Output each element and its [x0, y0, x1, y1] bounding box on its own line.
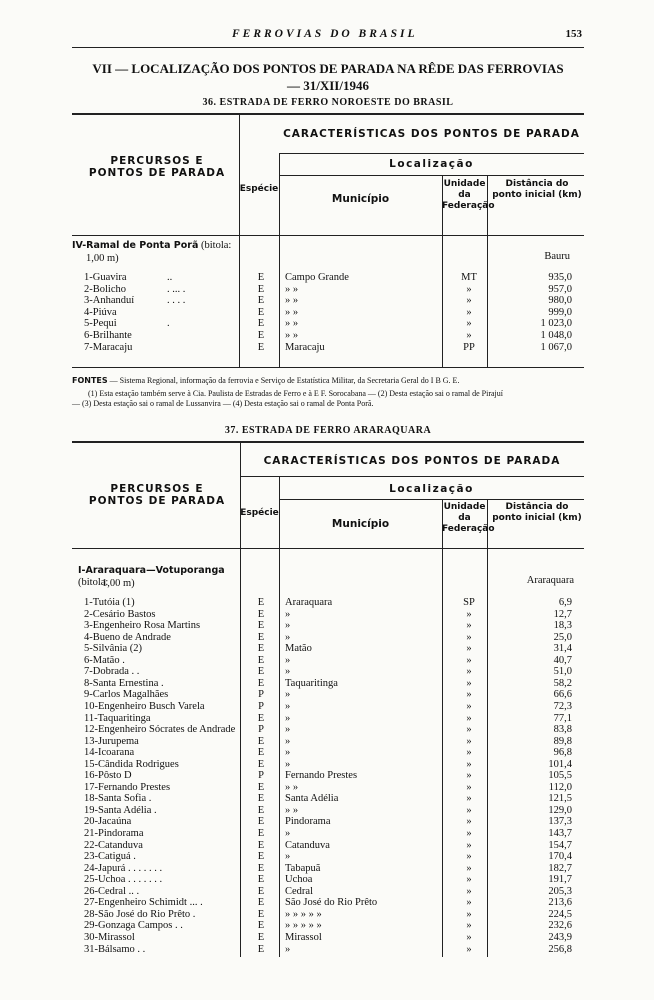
municipality: Uchoa	[285, 874, 313, 886]
station-name: 8-Santa Ernestina .	[84, 677, 164, 689]
state-unit: »	[466, 747, 472, 759]
municipality: »	[285, 851, 291, 863]
distance-km: 957,0	[548, 283, 572, 295]
rule	[279, 175, 584, 176]
station-type: E	[257, 931, 265, 943]
municipality: » »	[285, 306, 299, 318]
municipality: » »	[285, 295, 299, 307]
table-row	[72, 620, 584, 632]
state-unit: »	[466, 862, 472, 874]
station-type: E	[257, 330, 265, 341]
station-name: 3-Anhanduí	[84, 295, 135, 307]
station-name: 3-Engenheiro Rosa Martins	[84, 620, 201, 632]
rule	[72, 113, 584, 115]
table-row	[72, 342, 584, 354]
leader-dots: . . . .	[167, 295, 186, 307]
station-type: E	[257, 897, 265, 909]
station-type: P	[258, 724, 264, 736]
station-type: E	[257, 943, 265, 955]
station-type: E	[257, 862, 265, 874]
state-unit: »	[466, 654, 472, 666]
running-title: FERROVIAS DO BRASIL	[232, 28, 418, 40]
page-number: 153	[565, 28, 582, 40]
table-row	[72, 863, 584, 875]
chapter-title-line2: — 31/XII/1946	[287, 78, 369, 93]
distance-km: 77,1	[553, 712, 572, 724]
state-unit: PP	[463, 341, 475, 353]
state-unit: »	[466, 643, 472, 655]
station-type: E	[257, 793, 265, 805]
distance-km: 31,4	[553, 643, 572, 655]
municipality: »	[285, 943, 291, 955]
municipality: Maracaju	[285, 341, 325, 353]
station-type: E	[257, 735, 265, 747]
municipality: »	[285, 724, 291, 736]
distance-km: 182,7	[548, 862, 572, 874]
station-name: 15-Cândida Rodrigues	[84, 758, 179, 770]
station-name: 4-Piúva	[84, 306, 117, 318]
station-name: 7-Maracaju	[84, 341, 133, 353]
table-row	[72, 747, 584, 759]
col-uf-header: Unidade da Federação	[442, 179, 495, 211]
col-dist-header: Distância do ponto inicial (km)	[492, 179, 582, 200]
distance-km: 1 023,0	[540, 318, 572, 330]
station-type: E	[257, 283, 265, 295]
station-name: 14-Icoarana	[84, 747, 135, 759]
distance-km: 154,7	[548, 839, 572, 851]
station-type: E	[257, 597, 265, 608]
table-row	[72, 944, 584, 956]
footnote-line1: (1) Esta estação também serve à Cia. Paulista de Estradas de Ferro e à E F. Sorocabana — (2) Desta estação sai o ramal de Pirajuí	[88, 389, 503, 398]
municipality: Santa Adélia	[285, 793, 339, 805]
state-unit: »	[466, 700, 472, 712]
rule	[72, 548, 584, 549]
section-gauge: 1,00 m)	[102, 578, 135, 589]
station-type: E	[257, 272, 265, 283]
col-group-header: CARACTERÍSTICAS DOS PONTOS DE PARADA	[283, 128, 580, 140]
rule	[72, 235, 584, 236]
distance-km: 72,3	[553, 700, 572, 712]
state-unit: »	[466, 816, 472, 828]
station-type: E	[257, 341, 265, 353]
distance-km: 51,0	[553, 666, 572, 678]
station-type: E	[257, 781, 265, 793]
state-unit: SP	[463, 597, 475, 608]
state-unit: »	[466, 885, 472, 897]
municipality: Cedral	[285, 885, 313, 897]
station-name: 29-Gonzaga Campos . .	[84, 920, 183, 932]
distance-km: 224,5	[548, 908, 572, 920]
distance-km: 83,8	[553, 724, 572, 736]
distance-km: 1 048,0	[540, 330, 572, 341]
col-percursos-header: PERCURSOS E PONTOS DE PARADA	[88, 483, 226, 507]
station-name: 1-Tutóia (1)	[84, 597, 135, 608]
station-name: 23-Catiguá .	[84, 851, 136, 863]
distance-km: 191,7	[548, 874, 572, 886]
municipality: »	[285, 735, 291, 747]
station-name: 25-Uchoa . . . . . . .	[84, 874, 163, 886]
station-name: 19-Santa Adélia .	[84, 804, 157, 816]
station-type: E	[257, 643, 265, 655]
station-name: 11-Taquaritinga	[84, 712, 151, 724]
state-unit: »	[466, 804, 472, 816]
table-row	[72, 851, 584, 863]
leader-dots: .	[167, 318, 170, 330]
table-row	[72, 284, 584, 296]
table-row	[72, 609, 584, 621]
station-name: 5-Silvânia (2)	[84, 643, 143, 655]
municipality: » »	[285, 318, 299, 330]
municipality: »	[285, 654, 291, 666]
distance-km: 243,9	[548, 931, 572, 943]
state-unit: »	[466, 793, 472, 805]
station-type: P	[258, 689, 264, 701]
station-name: 17-Fernando Prestes	[84, 781, 171, 793]
sources-note	[72, 376, 584, 409]
state-unit: »	[466, 631, 472, 643]
municipality: Fernando Prestes	[285, 770, 358, 782]
col-especie-header: Espécie	[239, 184, 279, 194]
chapter-title	[72, 60, 584, 94]
start-point: Bauru	[544, 251, 570, 262]
table-row	[72, 932, 584, 944]
section-label-rest: (bitola:	[201, 240, 232, 251]
municipality: » »	[285, 781, 299, 793]
distance-km: 105,5	[548, 770, 572, 782]
distance-km: 25,0	[553, 631, 572, 643]
distance-km: 40,7	[553, 654, 572, 666]
start-point: Araraquara	[526, 575, 574, 586]
running-header	[0, 28, 654, 44]
station-name: 6-Brilhante	[84, 330, 132, 341]
station-type: P	[258, 700, 264, 712]
distance-km: 101,4	[548, 758, 572, 770]
rule	[240, 476, 584, 477]
station-name: 30-Mirassol	[84, 931, 135, 943]
table-row	[72, 655, 584, 667]
table-row	[72, 666, 584, 678]
chapter-title-line1: VII — LOCALIZAÇÃO DOS PONTOS DE PARADA NA RÊDE DAS FERROVIAS	[92, 61, 564, 76]
municipality: » »	[285, 804, 299, 816]
station-type: E	[257, 654, 265, 666]
distance-km: 89,8	[553, 735, 572, 747]
municipality: » »	[285, 330, 299, 341]
table-row	[72, 816, 584, 828]
municipality: São José do Rio Prêto	[285, 897, 378, 909]
section-label-rest: (bitola:	[78, 577, 109, 588]
municipality: »	[285, 712, 291, 724]
station-name: 2-Bolicho	[84, 283, 126, 295]
station-name: 2-Cesário Bastos	[84, 608, 156, 620]
col-uf-header: Unidade da Federação	[442, 502, 495, 534]
municipality: Tabapuã	[285, 862, 321, 874]
station-type: P	[258, 770, 264, 782]
table36-caption: 36. ESTRADA DE FERRO NOROESTE DO BRASIL	[202, 97, 454, 108]
municipality: Pindorama	[285, 816, 331, 828]
table-row	[72, 897, 584, 909]
table-row	[72, 805, 584, 817]
distance-km: 66,6	[553, 689, 572, 701]
station-type: E	[257, 608, 265, 620]
table-row	[72, 632, 584, 644]
state-unit: »	[466, 735, 472, 747]
table36	[72, 113, 584, 368]
station-type: E	[257, 712, 265, 724]
table-row	[72, 886, 584, 898]
distance-km: 137,3	[548, 816, 572, 828]
state-unit: »	[466, 318, 472, 330]
table-row	[72, 909, 584, 921]
municipality: Taquaritinga	[285, 677, 338, 689]
section-label-bold: IV-Ramal de Ponta Porã	[72, 240, 199, 251]
col-localizacao-header: Localização	[389, 158, 474, 170]
station-name: 12-Engenheiro Sócrates de Andrade	[84, 724, 236, 736]
station-name: 18-Santa Sofia .	[84, 793, 152, 805]
table-row	[72, 701, 584, 713]
municipality: » » » » »	[285, 920, 322, 932]
distance-km: 129,0	[548, 804, 572, 816]
station-type: E	[257, 828, 265, 839]
col-dist-header: Distância do ponto inicial (km)	[492, 502, 582, 523]
state-unit: »	[466, 689, 472, 701]
table-row	[72, 759, 584, 771]
state-unit: »	[466, 874, 472, 886]
station-name: 22-Catanduva	[84, 839, 143, 851]
state-unit: »	[466, 851, 472, 863]
distance-km: 935,0	[548, 272, 572, 283]
state-unit: »	[466, 620, 472, 632]
col-percursos-header: PERCURSOS E PONTOS DE PARADA	[88, 155, 226, 179]
municipality: »	[285, 631, 291, 643]
col-municipio-header: Município	[331, 518, 390, 530]
station-name: 4-Bueno de Andrade	[84, 631, 171, 643]
table-row	[72, 724, 584, 736]
municipality: »	[285, 689, 291, 701]
state-unit: »	[466, 677, 472, 689]
station-name: 31-Bálsamo . .	[84, 943, 146, 955]
station-type: E	[257, 620, 265, 632]
station-type: E	[257, 851, 265, 863]
distance-km: 143,7	[548, 828, 572, 839]
state-unit: »	[466, 666, 472, 678]
sources-line	[72, 376, 584, 386]
station-name: 5-Pequi	[84, 318, 117, 330]
station-name: 9-Carlos Magalhães	[84, 689, 169, 701]
station-type: E	[257, 920, 265, 932]
col-municipio-header: Município	[331, 193, 390, 205]
state-unit: »	[466, 781, 472, 793]
col-group-header: CARACTERÍSTICAS DOS PONTOS DE PARADA	[263, 455, 561, 467]
state-unit: »	[466, 758, 472, 770]
section-gauge: 1,00 m)	[86, 253, 119, 264]
state-unit: »	[466, 943, 472, 955]
section-label-bold: I-Araraquara—Votuporanga	[78, 565, 225, 576]
station-type: E	[257, 666, 265, 678]
table-row	[72, 793, 584, 805]
rule	[72, 441, 584, 443]
station-name: 7-Dobrada . .	[84, 666, 140, 678]
state-unit: »	[466, 330, 472, 341]
station-name: 27-Engenheiro Schimidt ... .	[84, 897, 203, 909]
distance-km: 170,4	[548, 851, 572, 863]
station-name: 1-Guavira	[84, 272, 127, 283]
station-name: 26-Cedral .. .	[84, 885, 140, 897]
municipality: »	[285, 758, 291, 770]
rule	[279, 499, 584, 500]
table-row	[72, 920, 584, 932]
rule	[72, 367, 584, 368]
municipality: Araraquara	[285, 597, 333, 608]
state-unit: »	[466, 608, 472, 620]
table-row	[72, 782, 584, 794]
col-especie-header: Espécie	[240, 508, 279, 518]
section-label	[72, 240, 237, 252]
header-rule	[72, 47, 584, 48]
table-row	[72, 736, 584, 748]
leader-dots: . ... .	[167, 283, 186, 295]
station-name: 21-Pindorama	[84, 828, 144, 839]
state-unit: »	[466, 897, 472, 909]
table-row	[72, 597, 584, 609]
station-name: 16-Pôsto D	[84, 770, 132, 782]
municipality: »	[285, 666, 291, 678]
distance-km: 58,2	[553, 677, 572, 689]
table-row	[72, 678, 584, 690]
station-name: 13-Jurupema	[84, 735, 139, 747]
distance-km: 980,0	[548, 295, 572, 307]
station-type: E	[257, 839, 265, 851]
distance-km: 121,5	[548, 793, 572, 805]
municipality: »	[285, 747, 291, 759]
municipality: Matão	[285, 643, 312, 655]
municipality: Catanduva	[285, 839, 330, 851]
rule	[279, 153, 584, 154]
distance-km: 205,3	[548, 885, 572, 897]
distance-km: 232,6	[548, 920, 572, 932]
state-unit: »	[466, 839, 472, 851]
distance-km: 213,6	[548, 897, 572, 909]
municipality: Mirassol	[285, 931, 322, 943]
distance-km: 1 067,0	[540, 341, 572, 353]
station-type: E	[257, 677, 265, 689]
table-row	[72, 643, 584, 655]
state-unit: »	[466, 712, 472, 724]
table-row	[72, 307, 584, 319]
state-unit: »	[466, 908, 472, 920]
station-type: E	[257, 306, 265, 318]
state-unit: »	[466, 295, 472, 307]
station-name: 6-Matão .	[84, 654, 125, 666]
distance-km: 12,7	[553, 608, 572, 620]
municipality: »	[285, 608, 291, 620]
state-unit: »	[466, 283, 472, 295]
sources-text: — Sistema Regional, informação da ferrovia e Serviço de Estatística Militar, da Secretaria Geral do I B G. E.	[109, 376, 460, 385]
table37	[72, 441, 584, 959]
station-type: E	[257, 874, 265, 886]
municipality: »	[285, 620, 291, 632]
station-type: E	[257, 908, 265, 920]
state-unit: »	[466, 828, 472, 839]
station-name: 10-Engenheiro Busch Varela	[84, 700, 205, 712]
table-row	[72, 272, 584, 284]
state-unit: »	[466, 770, 472, 782]
col-localizacao-header: Localização	[389, 483, 474, 495]
distance-km: 256,8	[548, 943, 572, 955]
state-unit: MT	[461, 272, 477, 283]
station-type: E	[257, 758, 265, 770]
leader-dots: ..	[167, 272, 173, 283]
footnote-line2: — (3) Desta estação sai o ramal de Lussanvira — (4) Desta estação sai o ramal de Ponta Porã.	[72, 399, 374, 408]
station-type: E	[257, 804, 265, 816]
station-name: 20-Jacaúna	[84, 816, 132, 828]
table37-caption: 37. ESTRADA DE FERRO ARARAQUARA	[224, 425, 432, 436]
station-name: 28-São José do Rio Prêto .	[84, 908, 196, 920]
station-type: E	[257, 318, 265, 330]
distance-km: 112,0	[548, 781, 572, 793]
municipality: »	[285, 828, 291, 839]
station-type: E	[257, 295, 265, 307]
municipality: Campo Grande	[285, 272, 349, 283]
distance-km: 96,8	[553, 747, 572, 759]
table-row	[72, 828, 584, 840]
municipality: »	[285, 700, 291, 712]
state-unit: »	[466, 306, 472, 318]
station-type: E	[257, 885, 265, 897]
station-type: E	[257, 631, 265, 643]
table-row	[72, 713, 584, 725]
table-row	[72, 330, 584, 342]
table-row	[72, 295, 584, 307]
table-row	[72, 318, 584, 330]
table-row	[72, 770, 584, 782]
distance-km: 999,0	[548, 306, 572, 318]
table-row	[72, 689, 584, 701]
state-unit: »	[466, 931, 472, 943]
station-type: E	[257, 747, 265, 759]
state-unit: »	[466, 724, 472, 736]
municipality: » » » » »	[285, 908, 322, 920]
state-unit: »	[466, 920, 472, 932]
sources-label: FONTES	[72, 376, 108, 385]
distance-km: 6,9	[558, 597, 572, 608]
table-row	[72, 874, 584, 886]
station-name: 24-Japurá . . . . . . .	[84, 862, 163, 874]
distance-km: 18,3	[553, 620, 572, 632]
table-row	[72, 840, 584, 852]
station-type: E	[257, 816, 265, 828]
municipality: » »	[285, 283, 299, 295]
